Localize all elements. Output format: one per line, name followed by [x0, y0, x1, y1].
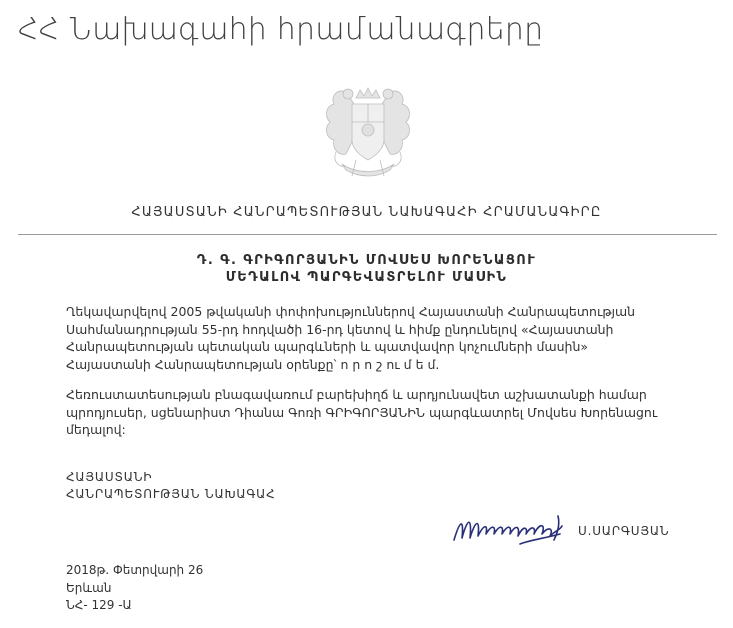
page-header: ՀՀ Նախագահի հրամանագրերը: [18, 12, 544, 47]
handwritten-signature: [450, 510, 574, 548]
signer-title: [66, 469, 276, 503]
coat-of-arms-emblem: [316, 82, 420, 182]
decree-footer: [66, 562, 203, 615]
signer-name: Ս.ՍԱՐԳՍՅԱՆ: [578, 524, 670, 538]
decree-heading: ՀԱՅԱՍՏԱՆԻ ՀԱՆՐԱՊԵՏՈՒԹՅԱՆ ՆԱԽԱԳԱՀԻ ՀՐԱՄԱՆԱԳԻՐԸ: [131, 205, 602, 220]
decree-place: Երևան: [66, 580, 112, 595]
decree-paragraph-1: Ղեկավարվելով 2005 թվականի փոփոխություններով Հայաստանի Հանրապետության Սահմանադրության 55-րդ հոդվածի 16-րդ կետով և հիմք ընդունելով «Հայաստանի Հանրապետության պետական պարգևների և պատվավոր կոչումների մասին» Հայաստանի Հանրապետության օրենքը՝ ո ր ո շ ու մ ե մ.: [66, 304, 636, 372]
decree-paragraph-2: Հեռուստատեսության բնագավառում բարեխիղճ և արդյունավետ աշխատանքի համար պրոդյուսեր, սցենարիստ Դիանա Գոռի ԳՐԻԳՈՐՅԱՆԻՆ պարգևատրել Մովսես Խորենացու մեդալով:: [66, 387, 658, 437]
signer-title-line: ՀԱՆՐԱՊԵՏՈՒԹՅԱՆ ՆԱԽԱԳԱՀ: [66, 487, 276, 501]
decree-date: 2018թ. Փետրվարի 26: [66, 563, 204, 577]
heading-divider: [18, 234, 717, 235]
decree-title-line: ՄԵԴԱԼՈՎ ՊԱՐԳԵՎԱՏՐԵԼՈՒ ՄԱՍԻՆ: [225, 270, 508, 285]
signer-title-line: ՀԱՅԱՍՏԱՆԻ: [66, 470, 153, 484]
decree-title-line: Դ. Գ. ԳՐԻԳՈՐՅԱՆԻՆ ՄՈՎՍԵՍ ԽՈՐԵՆԱՑՈՒ: [196, 253, 537, 268]
decree-number: ՆՀ- 129 -Ա: [66, 598, 132, 612]
decree-title: [0, 252, 733, 286]
